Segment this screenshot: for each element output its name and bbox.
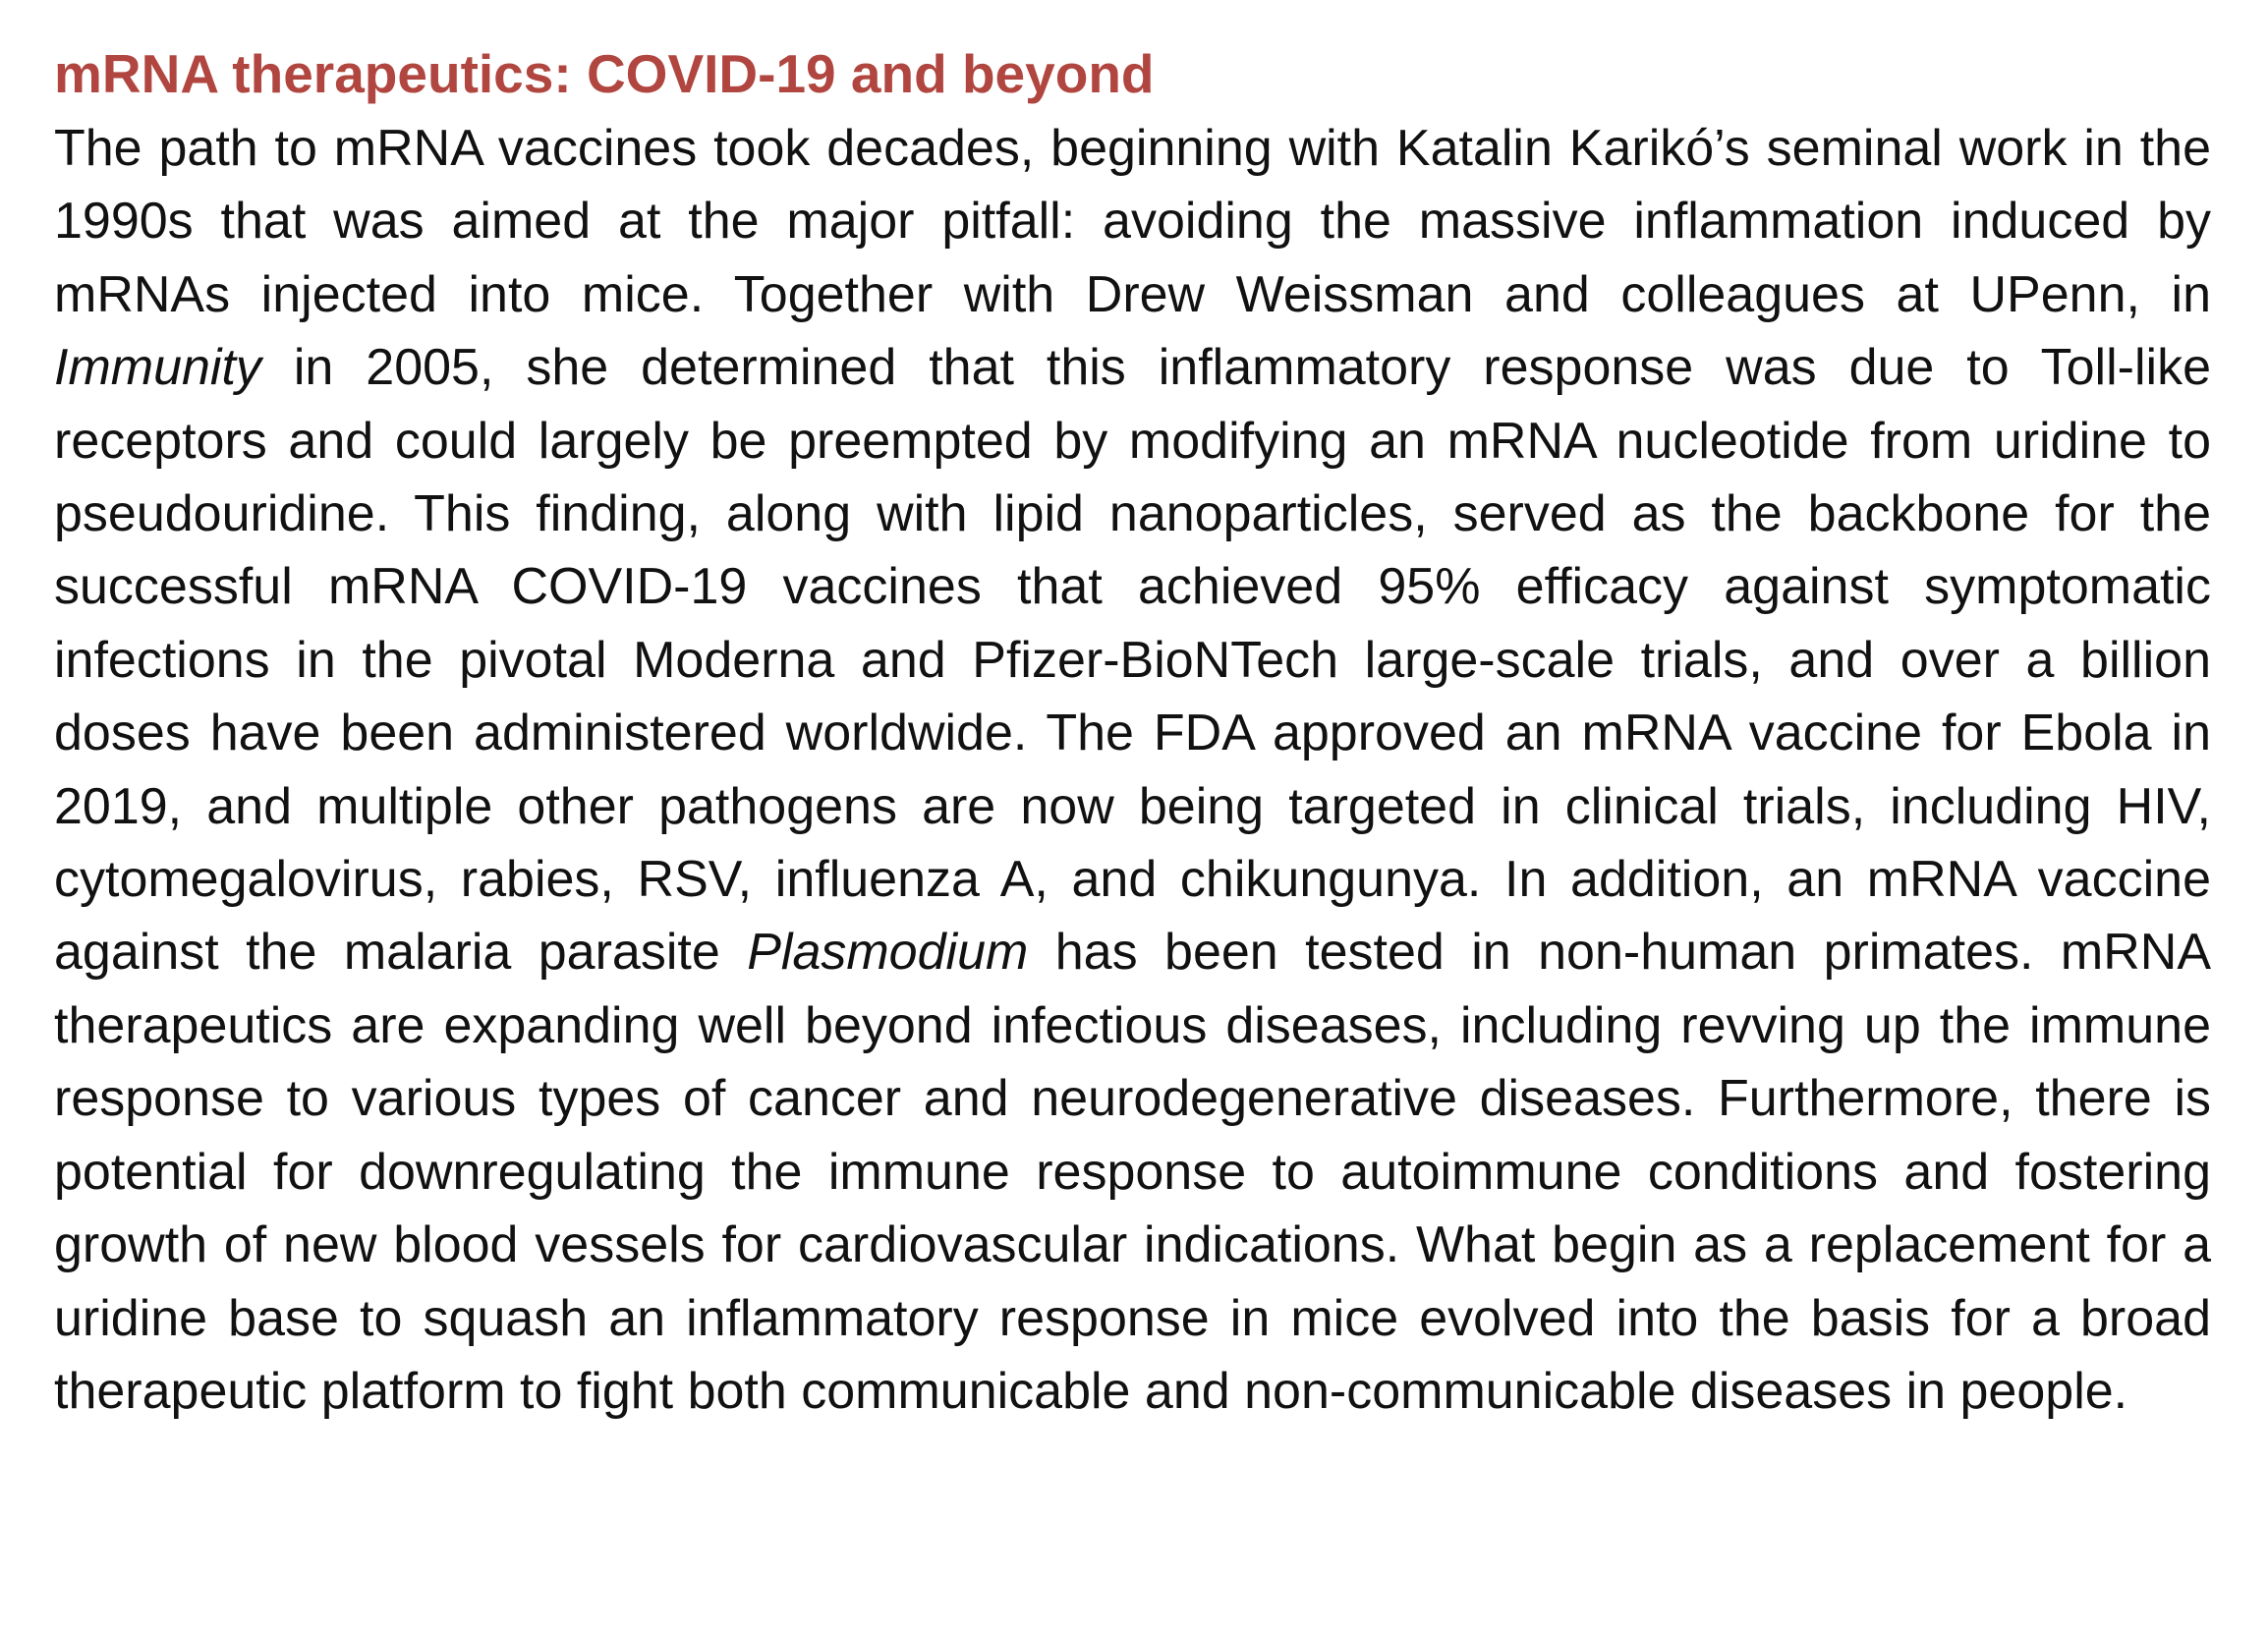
body-paragraph xyxy=(54,112,2211,1428)
section-heading: mRNA therapeutics: COVID-19 and beyond xyxy=(54,43,1155,104)
document xyxy=(54,39,2211,1428)
body-text-segment: has been tested in non-human primates. mRNA therapeutics are expanding well beyond infectious diseases, including revving up the immune response to various types of cancer and neurodegenerative diseases. Furthermore, there is potential for downregulating the immune response to autoimmune conditions and fostering growth of new blood vessels for cardiovascular indications. What begin as a replacement for a uridine base to squash an inflammatory response in mice evolved into the basis for a broad therapeutic platform to fight both communicable and non-communicable diseases in people. xyxy=(54,924,2212,1420)
genus-name-plasmodium: Plasmodium xyxy=(747,924,1029,982)
journal-name-immunity: Immunity xyxy=(54,339,261,397)
body-text-segment: The path to mRNA vaccines took decades, beginning with Katalin Karikó’s seminal work in the 1990s that was aimed at the major pitfall: avoiding the massive inflammation induced by mRNAs injected into mice. Together with Drew Weissman and colleagues at UPenn, in xyxy=(54,120,2211,323)
body-text-segment: in 2005, she determined that this inflammatory response was due to Toll-like receptors and could largely be preempted by modifying an mRNA nucleotide from uridine to pseudouridine. This finding, along with lipid nanoparticles, served as the backbone for the successful mRNA COVID-19 vaccines that achieved 95% efficacy against symptomatic infections in the pivotal Moderna and Pfizer-BioNTech large-scale trials, and over a billion doses have been administered worldwide. The FDA approved an mRNA vaccine for Ebola in 2019, and multiple other pathogens are now being targeted in clinical trials, including HIV, cytomegalovirus, rabies, RSV, influenza A, and chikungunya. In addition, an mRNA vaccine against the malaria parasite xyxy=(54,339,2211,982)
